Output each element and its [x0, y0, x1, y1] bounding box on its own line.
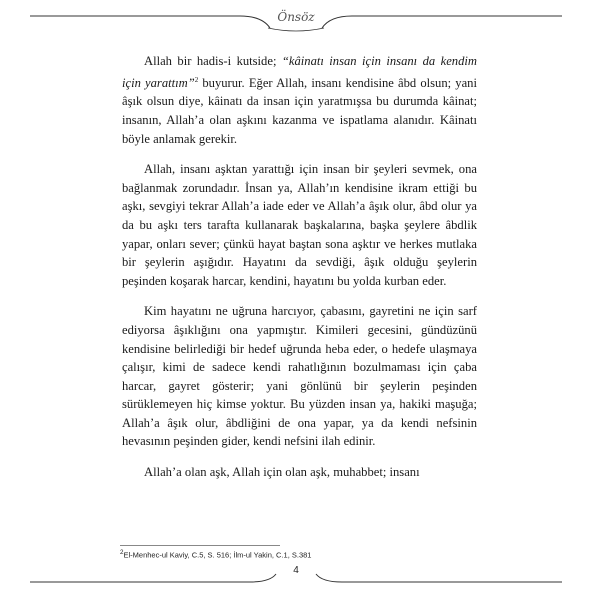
paragraph-1-rest: buyurur. Eğer Allah, insanı kendisine âbd olsun; yani âşık olsun diye, kâinatı da insan için yaratmışsa bu durumda kâinat; insanın, Allah’a olan aşkını kazanma ve ispatlama alanıdır. Kâinatı böyle anlamak gerekir. [122, 75, 477, 146]
paragraph-1-lead: Allah bir hadis-i kutside; [144, 54, 282, 68]
hadith-quote: “kâinatı insan için insanı da kendim için yarattım” [122, 54, 477, 90]
paragraph-2: Allah, insanı aşktan yarattığı için insan bir şeyleri sevmek, ona bağlanmak zorundadır. İnsan ya, Allah’ın kendisine ikram ettiği bu aşkı, sevgiyi tekrar Allah’a iade eder ve Allah’a âşık olur, âbd olur ya da bu aşkı ters tarafta kullanarak başkalarına, başka şeylere âbdlik yapar, onları sever; çünkü hayat baştan sona aşktır ve herkes mutlaka bir şeylerin aşığıdır. Hayatını da sevdiği, âşık olduğu şeylerin peşinden koşarak harcar, kendini, hayatını bu yolda kurban eder. [122, 162, 477, 288]
paragraph-1 [122, 52, 477, 148]
paragraph-3: Kim hayatını ne uğruna harcıyor, çabasını, gayretini ne için sarf ediyorsa âşıklığını ona yapmıştır. Kimileri gecesini, gündüzünü kendisine belirlediği bir hedef uğrunda heba eder, o hedefe ulaşmaya çalışır, kimi de sadece kendi rahatlığının bozulmaması için çaba harcar, gayret gösterir; yani gönlünü bir şeylerin peşinden sürüklemeyen hiç kimse yoktur. Bu yüzden insan ya, hakiki maşuğa; Allah’a âşık olur, âbdliğini de ona yapar, ya da kendi nefsinin hevasının peşinden gider, kendi nefsini ilah edinir. [122, 304, 477, 449]
page-number: 4 [293, 565, 299, 576]
footnote-reference: 2 [194, 75, 199, 84]
header-frame-swoosh [268, 28, 324, 31]
footnote-divider [120, 545, 280, 546]
body-text [122, 52, 477, 482]
footnote-marker: 2 [120, 549, 124, 556]
header-title: Önsöz [277, 10, 315, 24]
footnote-text: El-Menhec-ul Kaviy, C.5, S. 516; İlm-ul Yakin, C.1, S.381 [123, 550, 312, 560]
paragraph-4: Allah’a olan aşk, Allah için olan aşk, muhabbet; insanı [144, 465, 420, 480]
